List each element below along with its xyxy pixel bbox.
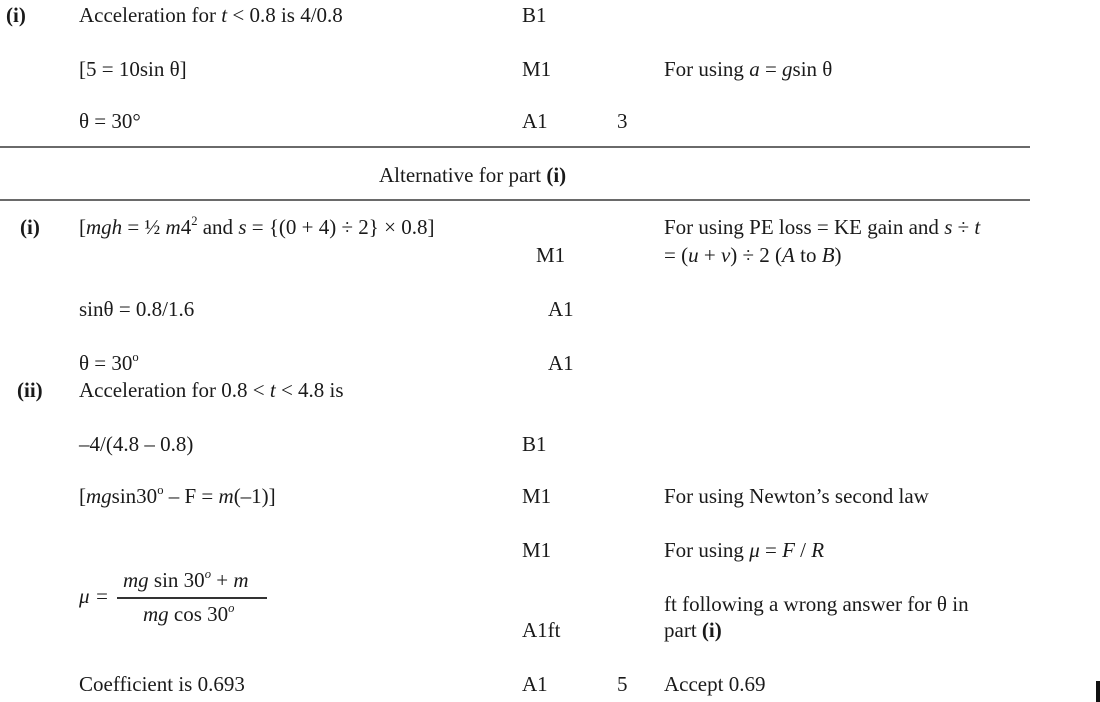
alternative-heading: [379, 165, 566, 186]
alt-mark-a1-theta: A1: [548, 351, 574, 375]
fraction-numerator: mg $\sin 30^o + m$: [123, 567, 249, 592]
divider-bottom: [0, 199, 1030, 201]
note-newton-second-law: For using Newton’s second law: [664, 484, 929, 508]
note-ft-part-text: part: [664, 618, 702, 642]
note-ft-line2: [664, 620, 722, 641]
alternative-heading-part: (i): [546, 163, 567, 187]
working-neg-4-over: –4/(4.8 – 0.8): [79, 432, 194, 456]
working-coefficient: Coefficient is 0.693: [79, 672, 245, 696]
part-label-ii: (ii): [17, 378, 43, 402]
alt-mark-a1-sin: A1: [548, 297, 574, 321]
note-pe-ke-line1: For using PE loss = KE gain and s ÷ t: [664, 215, 981, 239]
working-sin-theta: sinθ = 0.8/1.6: [79, 297, 195, 321]
note-ft-line1: ft following a wrong answer for θ in: [664, 592, 969, 616]
note-mu-f-over-r: For using μ = F / R: [664, 538, 825, 562]
working-theta-30: θ = 30°: [79, 109, 141, 133]
alt-mark-m1: M1: [536, 243, 566, 267]
mu-equals: μ =: [79, 584, 109, 608]
mark-b1: B1: [522, 3, 547, 27]
divider-top: [0, 146, 1030, 148]
alt-part-label-i: (i): [20, 215, 40, 239]
part-label-i: (i): [6, 3, 26, 27]
mark-a1-final: A1: [522, 672, 548, 696]
note-a-eq-gsin-theta: For using a = gsin θ: [664, 57, 833, 81]
mark-a1ft: A1ft: [522, 618, 561, 642]
note-ft-part-label: (i): [701, 618, 722, 642]
working-theta-30-alt: $\theta = 30^o$: [79, 350, 139, 375]
edge-bar: [1096, 681, 1100, 702]
working-newton-second-law: [mgsin30$^o$ – F = m(–1)]: [79, 483, 276, 508]
mark-a1: A1: [522, 109, 548, 133]
fraction-bar: [117, 597, 267, 599]
working-acceleration-t-lt-0-8: Acceleration for t < 0.8 is 4/0.8: [79, 3, 343, 27]
mark-m1: M1: [522, 57, 552, 81]
note-accept-0-69: Accept 0.69: [664, 672, 766, 696]
alternative-heading-text: Alternative for part: [379, 163, 547, 187]
note-pe-ke-line2: = (u + v) ÷ 2 (A to B): [664, 243, 842, 267]
working-energy-equation: [mgh = ½ $m4^2$ and s = {(0 + 4) ÷ 2} × 0.8]: [79, 214, 435, 239]
mark-b1-ii: B1: [522, 432, 547, 456]
working-5-eq-10sin-theta: [5 = 10sin θ]: [79, 57, 187, 81]
total-marks-part-i: 3: [617, 109, 628, 133]
total-marks-part-ii: 5: [617, 672, 628, 696]
mark-m1-mu: M1: [522, 538, 552, 562]
fraction-denominator: mg cos 30$^o$: [143, 601, 235, 626]
mark-m1-newton: M1: [522, 484, 552, 508]
working-acceleration-0-8-to-4-8: Acceleration for 0.8 < t < 4.8 is: [79, 378, 344, 402]
